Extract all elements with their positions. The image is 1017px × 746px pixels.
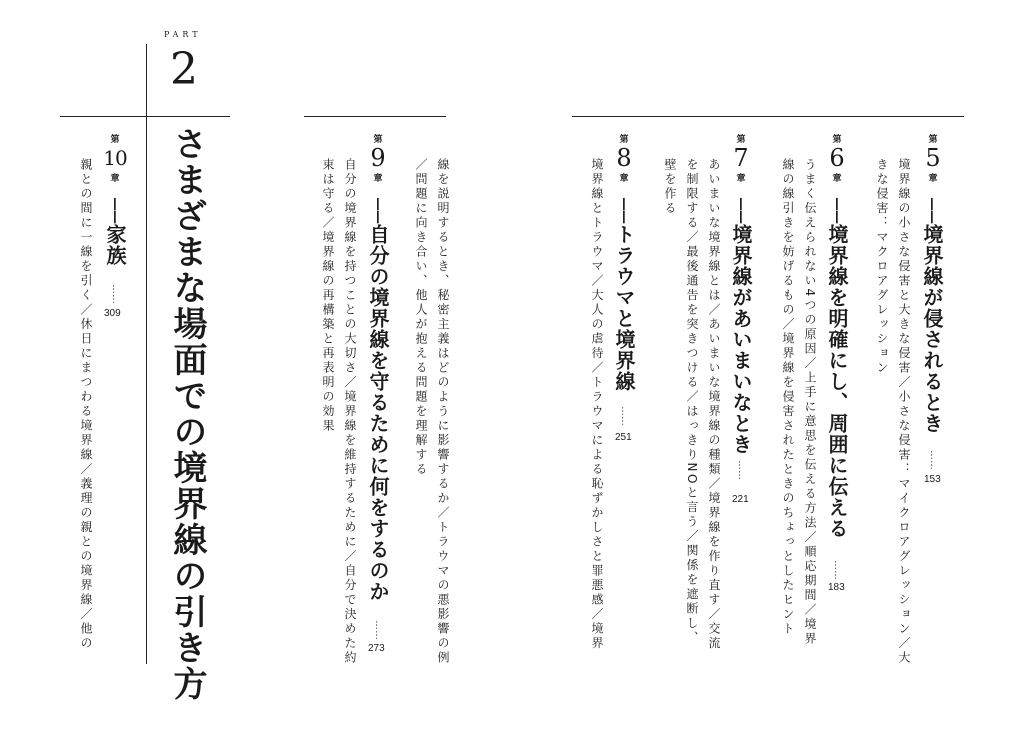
rule-right [572, 116, 964, 117]
chapter-10-title: ──家族 [103, 198, 127, 267]
chapter-dai: 第 [832, 135, 842, 145]
chapter-6-sub-2: 線の線引きを妨げるもの／境界線を侵害されたときのちょっとしたヒント [781, 158, 795, 637]
chapter-10-heading [100, 132, 130, 184]
chapter-8-dots: …… [619, 406, 630, 426]
chapter-dai: 第 [928, 135, 938, 145]
chapter-8-title: ──トラウマと境界線 [612, 198, 636, 393]
chapter-7-heading [729, 132, 753, 184]
chapter-8-page: 251 [615, 432, 632, 443]
chapter-number: 8 [616, 144, 632, 172]
chapter-dai: 第 [373, 135, 383, 145]
chapter-6-heading [825, 132, 849, 184]
chapter-8-heading [612, 132, 636, 184]
chapter-7-page: 221 [732, 494, 749, 505]
chapter-number: 5 [925, 144, 941, 172]
part-label: PART [164, 30, 202, 39]
part-title: さまざまな場面での境界線の引き方 [167, 126, 207, 702]
chapter-9-sub-2: ／問題に向き合い、他人が抱える問題を理解する [414, 158, 428, 477]
rule-left [60, 116, 230, 117]
chapter-9-dots: …… [373, 620, 384, 640]
chapter-6-dots: …… [832, 560, 843, 580]
chapter-sho: 章 [928, 174, 938, 184]
chapter-5-dots: …… [928, 450, 939, 470]
chapter-number: 10 [103, 146, 127, 170]
chapter-6-page: 183 [828, 582, 845, 593]
chapter-sho: 章 [832, 174, 842, 184]
chapter-5-heading [921, 132, 945, 184]
chapter-sho: 章 [619, 174, 629, 184]
rule-part-vertical [146, 44, 147, 664]
chapter-number: 9 [370, 144, 386, 172]
chapter-7-sub-3: 壁を作る [663, 158, 677, 216]
chapter-sho: 章 [110, 174, 120, 184]
chapter-5-sub-1: 境界線の小さな侵害と大きな侵害／小さな侵害：マイクロアグレッション／大 [897, 158, 911, 666]
chapter-5-page: 153 [924, 474, 941, 485]
chapter-5-sub-2: きな侵害：マクロアグレッション [875, 158, 889, 376]
chapter-9-sub-4: 束は守る／境界線の再構築と再表明の効果 [321, 158, 335, 434]
chapter-9-heading [366, 132, 390, 184]
chapter-number: 6 [829, 144, 845, 172]
part-number: 2 [170, 44, 198, 95]
chapter-10-page: 309 [104, 308, 121, 319]
chapter-7-title: ──境界線があいまいなとき [729, 198, 753, 456]
chapter-7-dots: …… [736, 460, 747, 480]
chapter-8-sub-1: 境界線とトラウマ／大人の虐待／トラウマによる恥ずかしさと罪悪感／境界 [590, 158, 604, 651]
chapter-7-sub-1: あいまいな境界線とは／あいまいな境界線の種類／境界線を作り直す／交流 [707, 158, 721, 651]
chapter-sho: 章 [373, 174, 383, 184]
chapter-number: 7 [733, 144, 749, 172]
chapter-dai: 第 [110, 135, 120, 145]
chapter-dai: 第 [736, 135, 746, 145]
chapter-9-title: ──自分の境界線を守るために何をするのか [366, 198, 390, 603]
chapter-dai: 第 [619, 135, 629, 145]
chapter-5-title: ──境界線が侵されるとき [920, 198, 944, 435]
chapter-9-sub-1: 線を説明するとき、秘密主義はどのように影響するか／トラウマの悪影響の例 [436, 158, 450, 666]
chapter-7-sub-2: を制限する／最後通告を突きつける／はっきりNOと言う／関係を遮断し、 [685, 158, 699, 646]
chapter-10-dots: …… [110, 284, 121, 304]
chapter-9-page: 273 [368, 643, 385, 654]
chapter-10-sub-1: 親との間に一線を引く／休日にまつわる境界線／義理の親との境界線／他の [79, 158, 93, 651]
chapter-sho: 章 [736, 174, 746, 184]
chapter-6-sub-1: うまく伝えられない4つの原因／上手に意思を伝える方法／順応期間／境界 [803, 158, 817, 647]
chapter-9-sub-3: 自分の境界線を持つことの大切さ／境界線を維持するために／自分で決めた約 [343, 158, 357, 666]
rule-middle [304, 116, 446, 117]
chapter-6-title: ──境界線を明確にし、周囲に伝える [825, 198, 849, 540]
